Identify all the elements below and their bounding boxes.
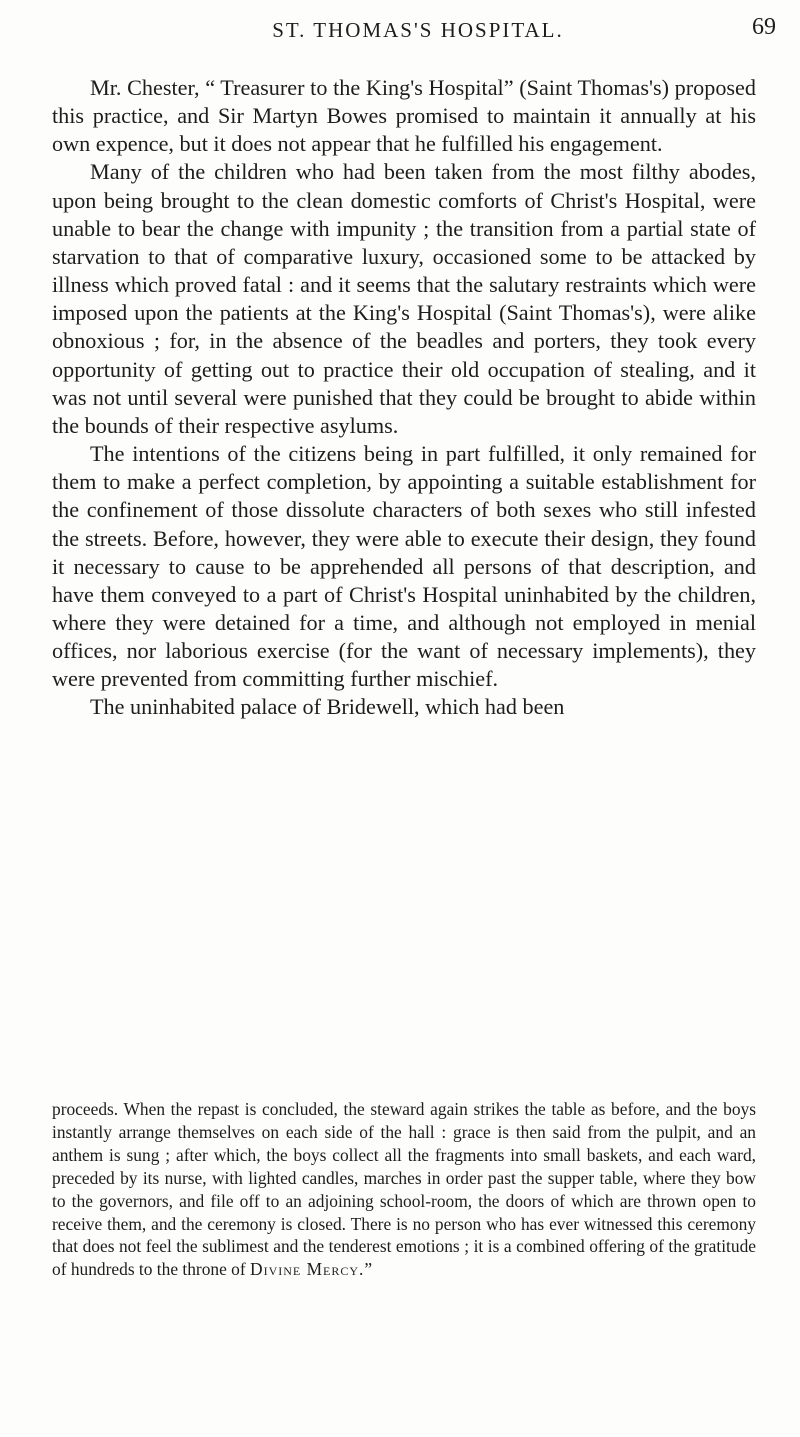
paragraph-intentions: The intentions of the citizens being in part fulfilled, it only remained for them to make a perfect completion, by appointing a suitable establishment for the confinement of those dissolute characters of both sexes who still infested the streets. Before, however, they were able to execute their design, they found it necessary to cause to be apprehended all persons of that description, and have them conveyed to a part of Christ's Hospital uninhabited by the children, where they were detained for a time, and although not employed in menial offices, nor laborious exercise (for the want of necessary implements), they were prevented from committing further mischief. xyxy=(52,441,756,692)
footnote xyxy=(52,1098,756,1281)
footnote-emphasis: Divine Mercy. xyxy=(250,1259,365,1280)
footnote-text: proceeds. When the repast is concluded, the steward again strikes the table as before, and the boys instantly arrange themselves on each side of the hall : grace is then said from the pulpit, and an anthem is sung ; after which, the boys collect all the fragments into small baskets, and each ward, preceded by its nurse, with lighted candles, marches in order past the supper table, where they bow to the governors, and file off to an adjoining school-room, the doors of which are thrown open to receive them, and the ceremony is closed. There is no person who has ever witnessed this ceremony that does not feel the sublimest and the tenderest emotions ; it is a combined offering of the gratitude of hundreds to the throne of xyxy=(52,1099,756,1280)
paragraph-bridewell: The uninhabited palace of Bridewell, which had been xyxy=(90,694,565,720)
paragraph-children: Many of the children who had been taken from the most filthy abodes, upon being brought to the clean domestic comforts of Christ's Hospital, were unable to bear the change with impunity ; the transition from a partial state of starvation to that of comparative luxury, occasioned some to be attacked by illness which proved fatal : and it seems that the salutary restraints which were imposed upon the patients at the King's Hospital (Saint Thomas's), were alike obnoxious ; for, in the absence of the beadles and porters, they took every opportunity of getting out to practice their old occupation of stealing, and it was not until several were punished that they could be brought to abide within the bounds of their respective asylums. xyxy=(52,159,756,438)
running-title: ST. THOMAS'S HOSPITAL. xyxy=(272,18,564,42)
footnote-closing-quote: ” xyxy=(364,1259,373,1280)
running-head xyxy=(48,10,788,50)
main-text xyxy=(52,74,756,722)
page-number: 69 xyxy=(752,14,776,40)
paragraph-treasurer: Mr. Chester, “ Treasurer to the King's Hospital” (Saint Thomas's) proposed this practice, and Sir Martyn Bowes promised to maintain it annually at his own expence, but it does not appear that he fulfilled his engagement. xyxy=(52,75,756,157)
footnote-paragraph xyxy=(52,1098,756,1281)
